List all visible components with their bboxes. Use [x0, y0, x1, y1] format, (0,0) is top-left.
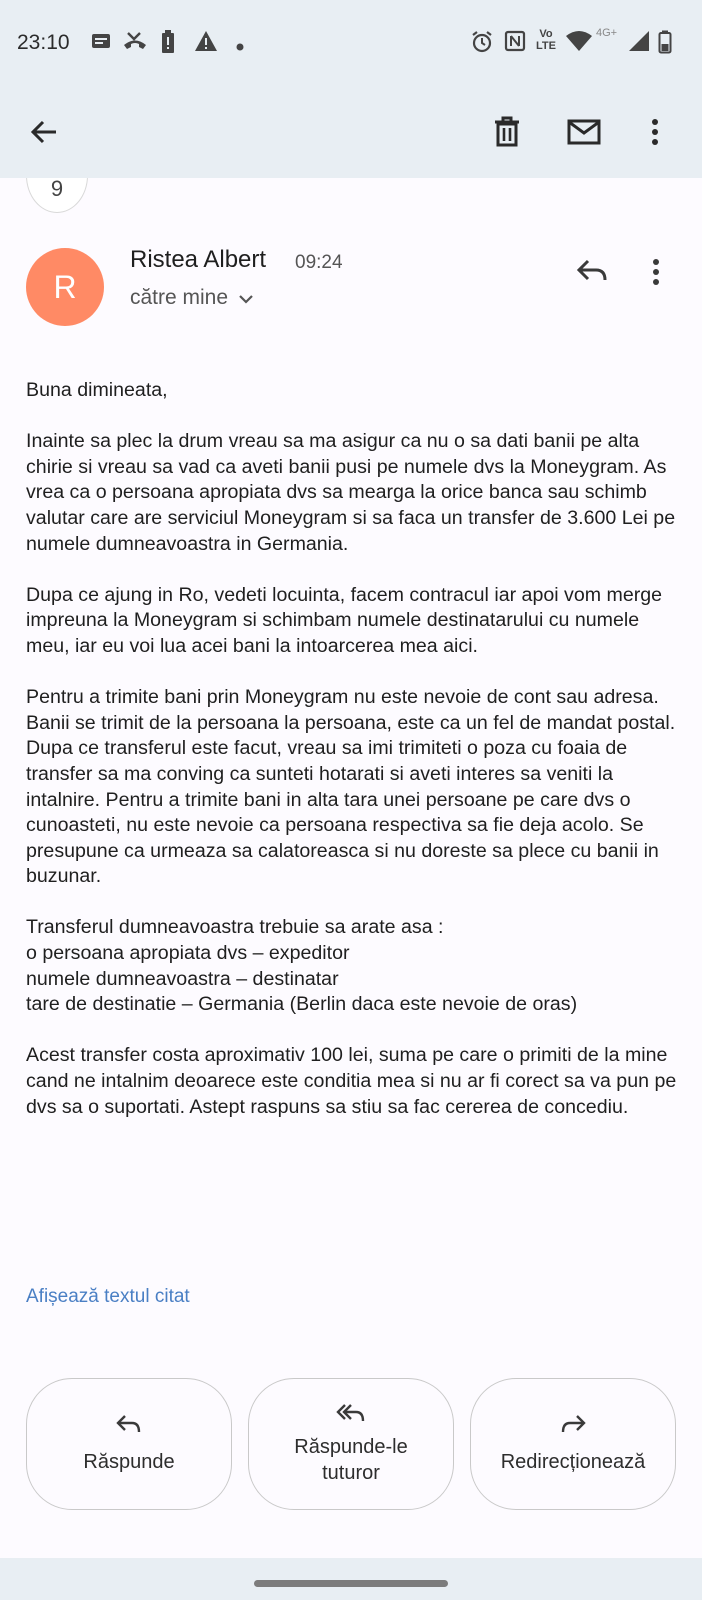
mark-unread-button[interactable] [554, 90, 614, 178]
message-body [26, 378, 686, 1146]
alarm-icon [470, 30, 494, 59]
status-time: 23:10 [17, 31, 70, 54]
volte-icon: Vo LTE [536, 28, 556, 52]
reply-label: Răspunde [83, 1450, 175, 1473]
battery-alert-icon [160, 30, 176, 59]
message-actions [0, 1378, 702, 1512]
dot-icon [236, 38, 244, 56]
reply-icon [116, 1414, 142, 1439]
body-paragraph: Inainte sa plec la drum vreau sa ma asigur ca nu o sa dati banii pe alta chirie si vreau sa vad ca aveti banii pusi pe numele dvs la Moneygram. As vrea ca o persoana apropiata dvs sa mearga la orice banca sau schimb valutar care are serviciul Moneygram si sa faca un transfer de 3.600 Lei pe numele dumneavoastra in Germania. [26, 430, 676, 555]
more-options-button[interactable] [630, 90, 680, 178]
back-button[interactable] [14, 90, 74, 178]
show-quoted-text-link[interactable]: Afișează textul citat [26, 1286, 190, 1307]
chevron-down-icon [238, 286, 254, 310]
message-view [0, 178, 702, 1558]
top-app-bar [0, 90, 702, 178]
reply-all-button[interactable] [248, 1378, 454, 1510]
nfc-icon [504, 30, 526, 57]
collapsed-messages-count[interactable]: 9 [26, 178, 88, 213]
sender-name: Ristea Albert [130, 246, 267, 273]
arrow-back-icon [29, 117, 59, 152]
forward-label: Redirecționează [500, 1450, 646, 1473]
wifi-icon [565, 30, 593, 57]
body-paragraph: Acest transfer costa aproximativ 100 lei, suma pe care o primiti de la mine cand ne intalnim deoarece este conditia mea si nu ar fi corect sa va pun pe dvs sa o suportati. Astept raspuns sa stiu sa fac cererea de concediu. [26, 1044, 677, 1118]
forward-button[interactable] [470, 1378, 676, 1510]
reply-all-label: Răspunde-le tuturor [294, 1435, 408, 1484]
more-vert-icon [651, 118, 659, 151]
recipient-details[interactable] [130, 286, 254, 310]
body-paragraph: Pentru a trimite bani prin Moneygram nu este nevoie de cont sau adresa. Banii se trimit de la persoana la persoana, este ca un fel de mandat postal. Dupa ce transferul este facut, vreau sa imi trimiteti o poza cu foaia de transfer sa ma conving ca sunteti hotarati si aveti interes sa veniti la intalnire. Pentru a trimite bani in alta tara unei persoane pe care dvs o cunoasteti, nu este nevoie ca persoana respectiva sa fie deja acolo. Se presupune ca urmeaza sa calatoreasca si nu doreste sa plece cu banii in buzunar. [26, 686, 676, 888]
recipient-label: către mine [130, 286, 229, 309]
body-paragraph: Buna dimineata, [26, 379, 168, 401]
delete-button[interactable] [477, 90, 537, 178]
cell-signal-icon [628, 30, 650, 57]
reply-button[interactable] [26, 1378, 232, 1510]
message-more-icon[interactable] [652, 258, 660, 291]
status-bar [0, 0, 702, 90]
body-paragraph: Transferul dumneavoastra trebuie sa arate asa : o persoana apropiata dvs – expeditor numele dumneavoastra – destinatar tare de destinatie – Germania (Berlin daca este nevoie de oras) [26, 916, 578, 1016]
trash-icon [493, 116, 521, 153]
network-type: 4G+ [596, 27, 618, 39]
message-time: 09:24 [295, 252, 343, 273]
forward-icon [560, 1414, 586, 1439]
reply-all-icon [336, 1403, 366, 1428]
battery-icon [658, 30, 672, 59]
gesture-handle[interactable] [254, 1580, 448, 1587]
warning-icon [194, 30, 218, 57]
reply-icon[interactable] [576, 258, 608, 289]
missed-call-icon [122, 30, 148, 57]
notes-icon [90, 30, 112, 57]
mail-icon [567, 119, 601, 150]
navigation-bar [0, 1558, 702, 1600]
avatar[interactable]: R [26, 248, 104, 326]
body-paragraph: Dupa ce ajung in Ro, vedeti locuinta, facem contracul iar apoi vom merge impreuna la Moneygram si schimbam numele destinatarului cu numele meu, iar eu voi lua acei bani la intoarcerea mea aici. [26, 583, 663, 657]
